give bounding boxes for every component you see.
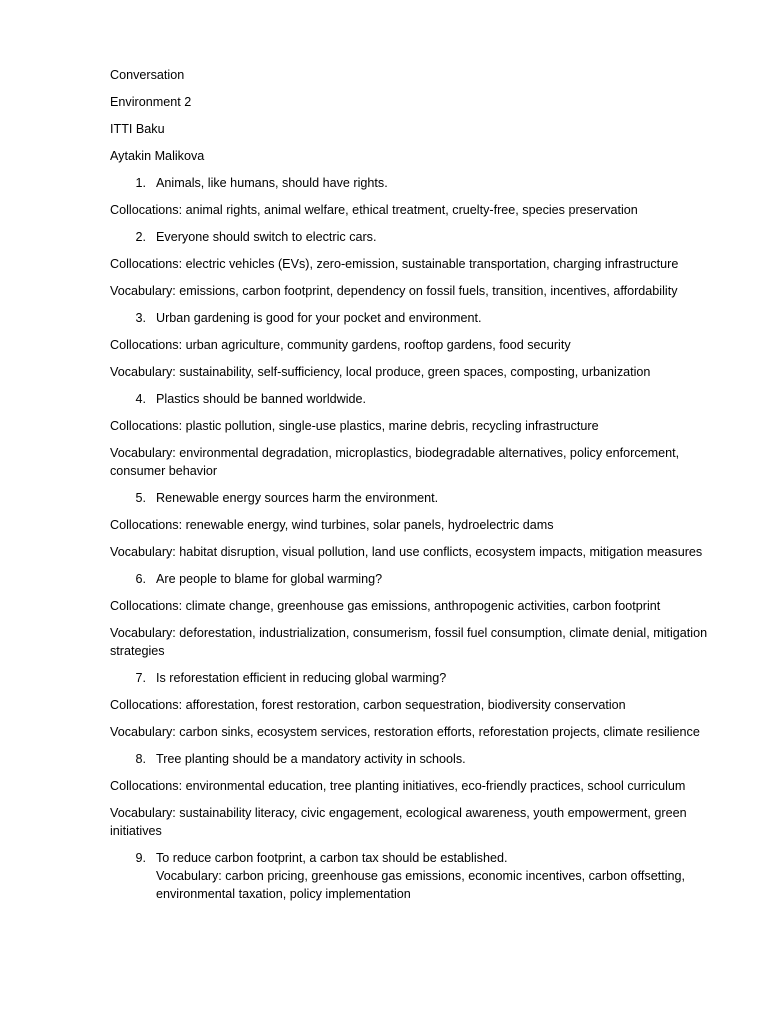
collocations-line: Collocations: urban agriculture, community gardens, rooftop gardens, food security [110,338,571,352]
collocations-line: Collocations: renewable energy, wind turbines, solar panels, hydroelectric dams [110,518,554,532]
topic-text: Tree planting should be a mandatory activity in schools. [156,752,466,766]
topic-item-8 [110,750,730,768]
topic-number: 3. [135,311,146,325]
vocabulary-line: Vocabulary: habitat disruption, visual pollution, land use conflicts, ecosystem impacts, mitigation measures [110,545,703,559]
topic-text: Urban gardening is good for your pocket and environment. [156,311,482,325]
topic-item-9 [110,849,730,903]
topic-item-6 [110,570,730,588]
topic-number: 2. [135,230,146,244]
topic-number: 9. [135,851,146,865]
topic-number: 5. [135,491,146,505]
topic-number: 6. [135,572,146,586]
topic-text: Is reforestation efficient in reducing global warming? [156,671,447,685]
document-page [110,66,730,912]
topic-item-4 [110,390,730,408]
topic-number: 1. [135,176,146,190]
topic-text: Are people to blame for global warming? [156,572,383,586]
topic-item-2 [110,228,730,246]
topic-item-3 [110,309,730,327]
collocations-line: Collocations: environmental education, tree planting initiatives, eco-friendly practices, school curriculum [110,779,686,793]
topic-text: To reduce carbon footprint, a carbon tax should be established. [156,851,508,865]
doc-author: Aytakin Malikova [110,149,205,163]
topic-text: Plastics should be banned worldwide. [156,392,367,406]
topic-number: 4. [135,392,146,406]
collocations-line: Collocations: animal rights, animal welfare, ethical treatment, cruelty-free, species preservation [110,203,638,217]
topic-text-block [156,849,730,903]
topic-text: Animals, like humans, should have rights. [156,176,388,190]
topic-number: 7. [135,671,146,685]
vocabulary-line: Vocabulary: environmental degradation, microplastics, biodegradable alternatives, policy enforcement, consumer behavior [110,446,680,478]
topic-item-1 [110,174,730,192]
vocabulary-line: Vocabulary: emissions, carbon footprint, dependency on fossil fuels, transition, incentives, affordability [110,284,678,298]
doc-title-conversation: Conversation [110,68,185,82]
collocations-line: Collocations: climate change, greenhouse gas emissions, anthropogenic activities, carbon footprint [110,599,661,613]
doc-institution: ITTI Baku [110,122,165,136]
topic-item-7 [110,669,730,687]
topic-item-5 [110,489,730,507]
doc-title-environment: Environment 2 [110,95,192,109]
collocations-line: Collocations: plastic pollution, single-use plastics, marine debris, recycling infrastructure [110,419,599,433]
vocabulary-line: Vocabulary: carbon pricing, greenhouse gas emissions, economic incentives, carbon offsetting, environmental taxation, policy implementation [156,869,686,901]
vocabulary-line: Vocabulary: carbon sinks, ecosystem services, restoration efforts, reforestation projects, climate resilience [110,725,700,739]
collocations-line: Collocations: electric vehicles (EVs), zero-emission, sustainable transportation, charging infrastructure [110,257,679,271]
topic-text: Everyone should switch to electric cars. [156,230,377,244]
vocabulary-line: Vocabulary: sustainability literacy, civic engagement, ecological awareness, youth empowerment, green initiatives [110,806,687,838]
topic-text: Renewable energy sources harm the environment. [156,491,439,505]
collocations-line: Collocations: afforestation, forest restoration, carbon sequestration, biodiversity conservation [110,698,626,712]
topic-number: 8. [135,752,146,766]
vocabulary-line: Vocabulary: deforestation, industrialization, consumerism, fossil fuel consumption, climate denial, mitigation strategies [110,626,708,658]
vocabulary-line: Vocabulary: sustainability, self-sufficiency, local produce, green spaces, composting, urbanization [110,365,651,379]
